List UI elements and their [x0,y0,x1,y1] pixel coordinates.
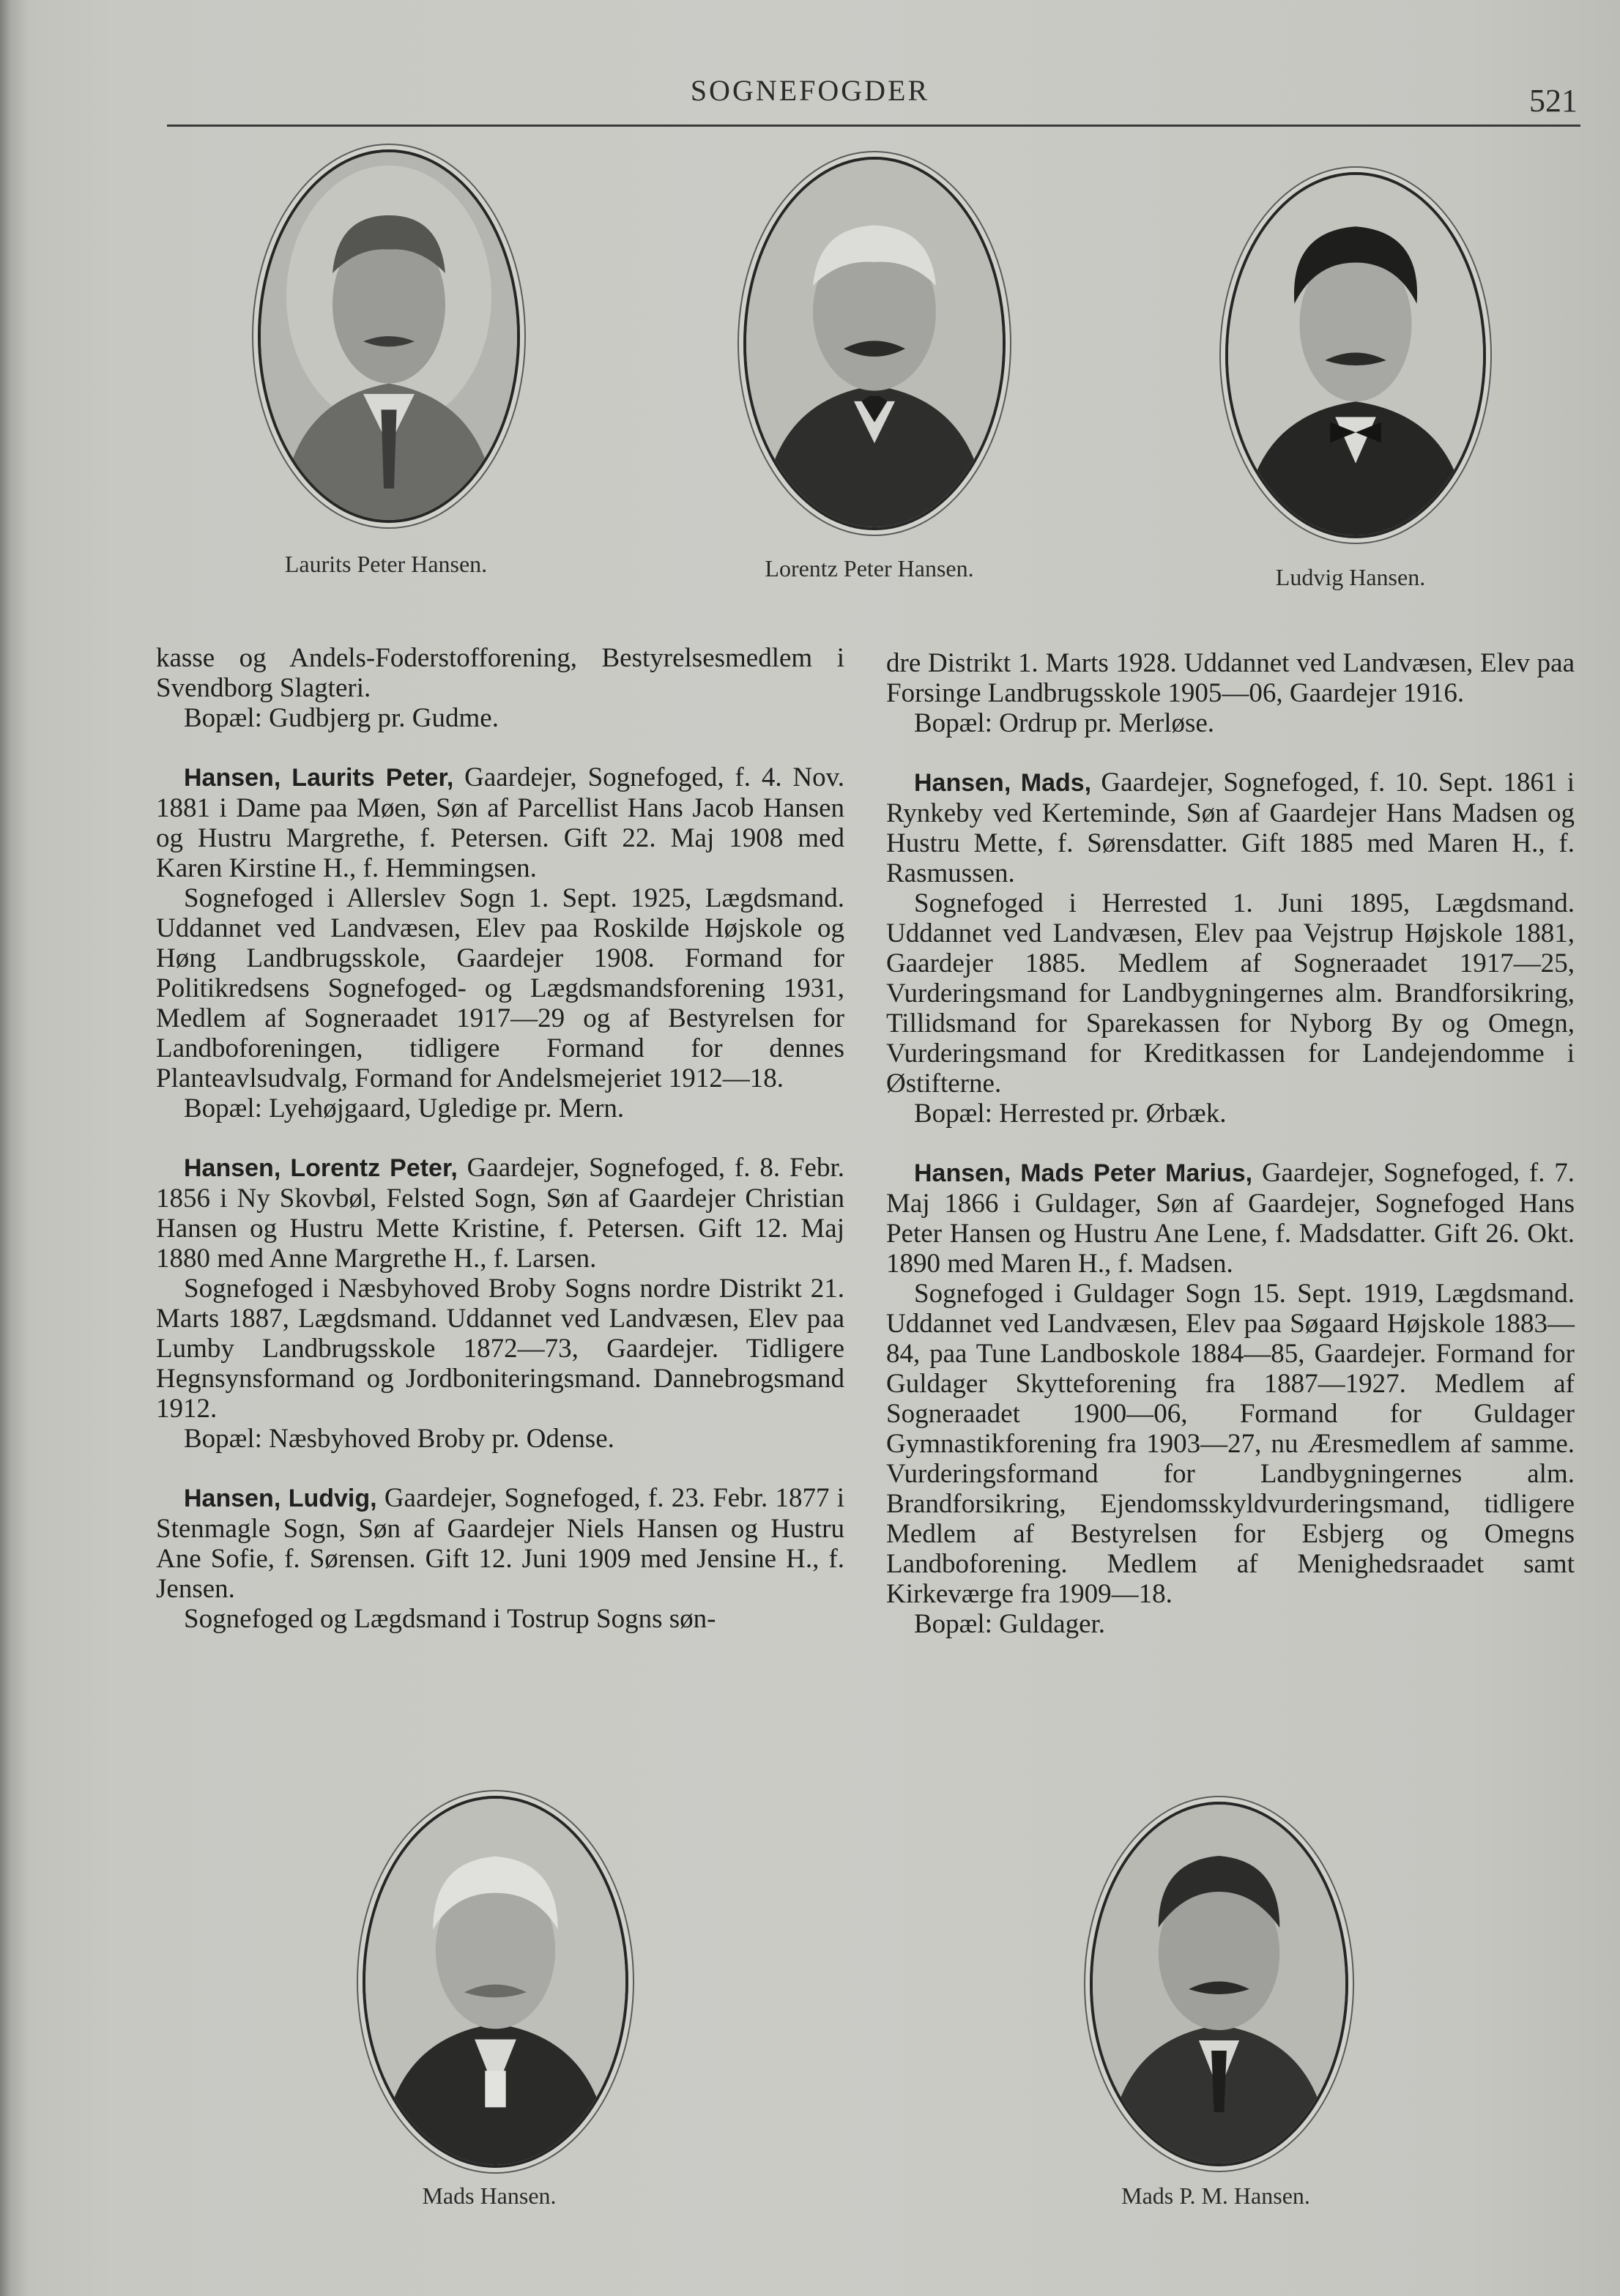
portrait-ludvig-hansen [1225,172,1486,538]
address-line: Bopæl: Gudbjerg pr. Gudme. [184,703,499,733]
running-header: SOGNEFOGDER [690,74,930,107]
portrait-lorentz-peter-hansen [743,157,1006,530]
entry-name: Hansen, Ludvig, [184,1485,377,1512]
portrait-mads-hansen [363,1796,628,2168]
caption-mads-p-m-hansen: Mads P. M. Hansen. [1121,2182,1310,2209]
caption-lorentz-peter-hansen: Lorentz Peter Hansen. [765,555,974,582]
entry-career: Sognefoged i Guldager Sogn 15. Sept. 1919, Lægdsmand. Uddannet ved Landvæsen, Elev paa Søgaard Højskole 1883—84, paa Tune Landboskole 1884—85, Gaardejer. Formand for Guldager Skytteforening fra 1887—1927. Medlem af Sogneraadet 1900—06, Formand for Guldager Gymnastikforening fra 1903—27, nu Æresmedlem af samme. Vurderingsformand for Landbygningernes alm. Brandforsikring, Ejendomsskyldvurderingsmand, tidligere Medlem af Bestyrelsen for Esbjerg og Omegns Landboforening. Medlem af Menighedsraadet samt Kirkeværge fra 1909—18. [886,1279,1575,1609]
portrait-photo-icon [1093,1805,1345,2163]
address-line: Bopæl: Guldager. [914,1609,1106,1639]
header-rule [167,125,1580,127]
entry-intro: Hansen, Mads, Gaardejer, Sognefoged, f. 10. Sept. 1861 i Rynkeby ved Kerteminde, Søn af Gaardejer Hans Madsen og Hustru Mette, f. Sørensdatter. Gift 1885 med Maren H., f. Rasmussen. [886,768,1575,888]
entry-intro: Hansen, Laurits Peter, Gaardejer, Sognefoged, f. 4. Nov. 1881 i Dame paa Møen, Søn af Parcellist Hans Jacob Hansen og Hustru Margrethe, f. Petersen. Gift 22. Maj 1908 med Karen Kirstine H., f. Hemmingsen. [156,762,844,883]
caption-ludvig-hansen: Ludvig Hansen. [1275,564,1426,590]
address-line: Bopæl: Ordrup pr. Merløse. [914,708,1215,738]
entry-name: Hansen, Lorentz Peter, [184,1154,458,1182]
entry-intro: Hansen, Ludvig, Gaardejer, Sognefoged, f. 23. Febr. 1877 i Stenmagle Sogn, Søn af Gaardejer Niels Hansen og Hustru Ane Sofie, f. Sørensen. Gift 12. Juni 1909 med Jensine H., f. Jensen. [156,1483,844,1604]
entry-career: Sognefoged i Herrested 1. Juni 1895, Lægdsmand. Uddannet ved Landvæsen, Elev paa Vejstrup Højskole 1881, Gaardejer 1885. Medlem af Sogneraadet 1917—25, Vurderingsmand for Landbygningernes alm. Brandforsikring, Tillidsmand for Sparekassen for Nyborg By og Omegn, Vurderingsmand for Kreditkassen for Landejendomme i Østifterne. [886,888,1575,1099]
portrait-photo-icon [1228,175,1483,535]
entry-career: Sognefoged og Lægdsmand i Tostrup Sogns søn- [184,1604,716,1634]
entry-name: Hansen, Mads, [914,769,1092,797]
left-text-column [156,643,844,1634]
address-line: Bopæl: Herrested pr. Ørbæk. [914,1099,1227,1129]
entry-name: Hansen, Laurits Peter, [184,764,454,792]
address-line: Bopæl: Næsbyhoved Broby pr. Odense. [184,1424,614,1454]
caption-laurits-peter-hansen: Laurits Peter Hansen. [284,551,488,577]
entry-intro: Hansen, Lorentz Peter, Gaardejer, Sognefoged, f. 8. Febr. 1856 i Ny Skovbøl, Felsted Sogn, Søn af Gaardejer Christian Hansen og Hustru Mette Kristine, f. Petersen. Gift 12. Maj 1880 med Anne Margrethe H., f. Larsen. [156,1153,844,1274]
entry-name: Hansen, Mads Peter Marius, [914,1159,1253,1187]
portrait-laurits-peter-hansen [258,149,520,523]
address-line: Bopæl: Lyehøjgaard, Ugledige pr. Mern. [184,1093,625,1123]
page-number: 521 [1529,83,1578,119]
portrait-photo-icon [365,1799,625,2165]
entry-intro: Hansen, Mads Peter Marius, Gaardejer, Sognefoged, f. 7. Maj 1866 i Guldager, Søn af Gaardejer, Sognefoged Hans Peter Hansen og Hustru Ane Lene, f. Madsdatter. Gift 26. Okt. 1890 med Maren H., f. Madsen. [886,1158,1575,1279]
entry-career: Sognefoged i Allerslev Sogn 1. Sept. 1925, Lægdsmand. Uddannet ved Landvæsen, Elev paa Roskilde Højskole og Høng Landbrugsskole, Gaardejer 1908. Formand for Politikredsens Sognefoged- og Lægdsmandsforening 1931, Medlem af Sogneraadet 1917—29 og af Bestyrelsen for Landboforeningen, tidligere Formand for dennes Planteavlsudvalg, Formand for Andelsmejeriet 1912—18. [156,883,844,1093]
continuation-text: kasse og Andels-Foderstofforening, Bestyrelsesmedlem i Svendborg Slagteri. [156,643,844,703]
right-text-column [886,648,1575,1639]
caption-mads-hansen: Mads Hansen. [422,2182,557,2209]
portrait-photo-icon [746,160,1003,527]
portrait-photo-icon [261,152,517,520]
entry-career: Sognefoged i Næsbyhoved Broby Sogns nordre Distrikt 21. Marts 1887, Lægdsmand. Uddannet ved Landvæsen, Elev paa Lumby Landbrugsskole 1872—73, Gaardejer. Tidligere Hegnsynsformand og Jordboniteringsmand. Dannebrogsmand 1912. [156,1274,844,1424]
continuation-text: dre Distrikt 1. Marts 1928. Uddannet ved Landvæsen, Elev paa Forsinge Landbrugsskole 1905—06, Gaardejer 1916. [886,648,1575,708]
portrait-mads-p-m-hansen [1090,1802,1348,2166]
